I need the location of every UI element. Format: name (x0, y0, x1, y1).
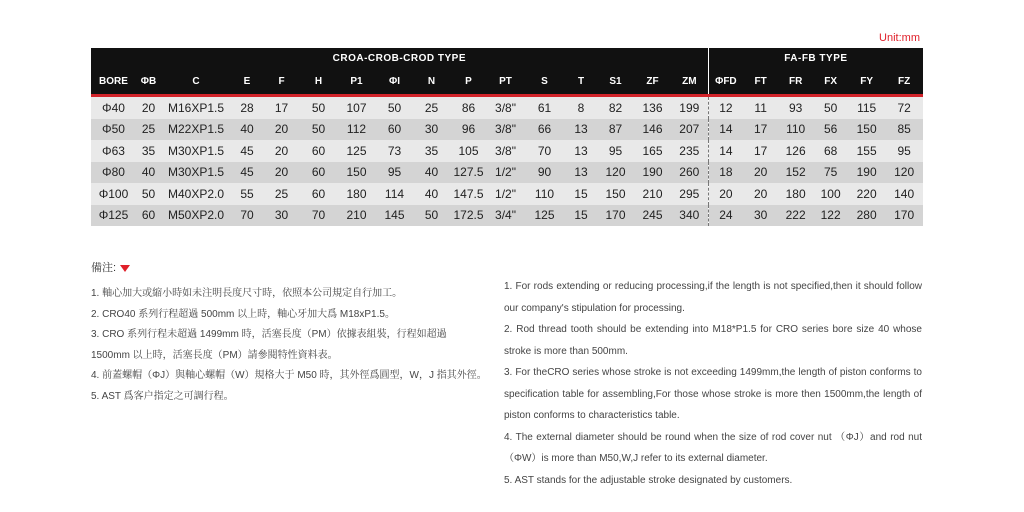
table-cell: 40 (413, 183, 450, 205)
table-cell: Φ100 (91, 183, 136, 205)
notes-english (504, 276, 922, 491)
table-cell: 87 (597, 119, 634, 141)
table-cell: 260 (671, 162, 708, 184)
table-cell: 3/8" (487, 119, 524, 141)
table-cell: 235 (671, 140, 708, 162)
table-cell: 107 (337, 96, 376, 119)
table-cell: 18 (708, 162, 743, 184)
table-cell: 35 (136, 140, 161, 162)
table-cell: 1/2" (487, 162, 524, 184)
table-row (91, 183, 923, 205)
table-cell: 60 (136, 205, 161, 227)
table-cell: 110 (524, 183, 565, 205)
column-header: PT (487, 69, 524, 96)
table-cell: 50 (813, 96, 848, 119)
table-cell: 245 (634, 205, 671, 227)
table-cell: 126 (778, 140, 813, 162)
table-cell: 20 (263, 140, 300, 162)
table-cell: 3/8" (487, 140, 524, 162)
table-cell: M16XP1.5 (161, 96, 231, 119)
table-cell: 86 (450, 96, 487, 119)
table-cell: 50 (136, 183, 161, 205)
table-cell: 17 (743, 119, 778, 141)
note-zh-4: 1500mm 以上時，活塞長度（PM）請參閱特性資料表。 (91, 349, 338, 361)
note-en-1: 1. For rods extending or reducing processing,if the length is not specified,then it should follow our company's stipulation for processing. (504, 281, 922, 314)
table-cell: 60 (300, 140, 337, 162)
note-zh-1: 1. 軸心加大或縮小時如未注明長度尺寸時，依照本公司規定自行加工。 (91, 288, 403, 299)
table-cell: 82 (597, 96, 634, 119)
table-cell: 72 (885, 96, 923, 119)
note-zh-5: 4. 前蓋螺帽（ΦJ）與軸心螺帽（W）規格大于 M50 時，其外徑爲圓型，W，J 指其外徑。 (91, 370, 487, 381)
unit-label: Unit:mm (879, 32, 920, 44)
table-row (91, 140, 923, 162)
table-cell: 40 (136, 162, 161, 184)
table-cell: 295 (671, 183, 708, 205)
column-header: FX (813, 69, 848, 96)
column-header: H (300, 69, 337, 96)
table-cell: 150 (337, 162, 376, 184)
table-cell: 3/4" (487, 205, 524, 227)
table-cell: 140 (885, 183, 923, 205)
note-en-3: 3. For theCRO series whose stroke is not exceeding 1499mm,the length of piston conforms to specification table for assembling,For those whose stroke is more then 1500mm,the length of piston conforms to characteristics table. (504, 367, 922, 421)
table-cell: 20 (743, 162, 778, 184)
table-cell: 340 (671, 205, 708, 227)
table-cell: 155 (848, 140, 885, 162)
table-cell: Φ63 (91, 140, 136, 162)
table-cell: 207 (671, 119, 708, 141)
table-cell: 12 (708, 96, 743, 119)
table-cell: Φ125 (91, 205, 136, 227)
column-header: S1 (597, 69, 634, 96)
note-zh-3: 3. CRO 系列行程未超過 1499mm 時，活塞長度（PM）依據表組裝，行程如超過 (91, 329, 447, 340)
group-header-fa: FA-FB TYPE (708, 48, 923, 69)
table-cell: 125 (524, 205, 565, 227)
table-cell: 114 (376, 183, 413, 205)
note-en-4: 4. The external diameter should be round when the size of rod cover nut （ΦJ）and rod nut （ΦW）is more than M50,W,J refer to its external diameter. (504, 431, 922, 464)
table-cell: 280 (848, 205, 885, 227)
table-cell: 55 (231, 183, 263, 205)
table-cell: 70 (524, 140, 565, 162)
table-cell: 75 (813, 162, 848, 184)
table-cell: 50 (300, 119, 337, 141)
table-cell: 115 (848, 96, 885, 119)
table-body (91, 96, 923, 227)
table-cell: 170 (597, 205, 634, 227)
table-cell: 93 (778, 96, 813, 119)
table-cell: 105 (450, 140, 487, 162)
table-cell: 25 (136, 119, 161, 141)
table-row (91, 96, 923, 119)
table-cell: 20 (263, 119, 300, 141)
triangle-down-icon (120, 265, 130, 272)
table-cell: 1/2" (487, 183, 524, 205)
table-cell: 165 (634, 140, 671, 162)
table-cell: 100 (813, 183, 848, 205)
notes-heading (91, 259, 130, 275)
column-header: FY (848, 69, 885, 96)
table-cell: 45 (231, 140, 263, 162)
table-cell: 20 (708, 183, 743, 205)
table-cell: 40 (231, 119, 263, 141)
column-header: P1 (337, 69, 376, 96)
table-cell: 95 (597, 140, 634, 162)
column-header: F (263, 69, 300, 96)
table-cell: 28 (231, 96, 263, 119)
table-cell: Φ80 (91, 162, 136, 184)
table-cell: 25 (413, 96, 450, 119)
table-cell: 24 (708, 205, 743, 227)
column-header: E (231, 69, 263, 96)
table-cell: 56 (813, 119, 848, 141)
table-cell: 60 (300, 183, 337, 205)
table-cell: 8 (565, 96, 597, 119)
table-cell: 50 (376, 96, 413, 119)
note-en-2: 2. Rod thread tooth should be extending into M18*P1.5 for CRO series bore size 40 whose stroke is more than 500mm. (504, 324, 922, 357)
table-cell: M40XP2.0 (161, 183, 231, 205)
table-cell: 136 (634, 96, 671, 119)
column-header: C (161, 69, 231, 96)
table-cell: 127.5 (450, 162, 487, 184)
table-cell: M30XP1.5 (161, 162, 231, 184)
table-cell: 20 (743, 183, 778, 205)
note-zh-6: 5. AST 爲客户指定之可調行程。 (91, 390, 234, 402)
table-cell: 68 (813, 140, 848, 162)
table-cell: 13 (565, 140, 597, 162)
table-cell: 150 (597, 183, 634, 205)
table-cell: 170 (885, 205, 923, 227)
column-header: FT (743, 69, 778, 96)
table-cell: 122 (813, 205, 848, 227)
table-cell: 61 (524, 96, 565, 119)
table-cell: 110 (778, 119, 813, 141)
table-cell: 180 (778, 183, 813, 205)
table-cell: 17 (263, 96, 300, 119)
table-cell: 14 (708, 119, 743, 141)
table-cell: 125 (337, 140, 376, 162)
table-cell: 13 (565, 119, 597, 141)
table-cell: 60 (376, 119, 413, 141)
column-header: ZM (671, 69, 708, 96)
notes-chinese (91, 284, 487, 407)
column-header: S (524, 69, 565, 96)
table-cell: M22XP1.5 (161, 119, 231, 141)
table-cell: 150 (848, 119, 885, 141)
table-cell: 220 (848, 183, 885, 205)
table-cell: 60 (300, 162, 337, 184)
column-header: ΦB (136, 69, 161, 96)
table-cell: 85 (885, 119, 923, 141)
table-cell: 90 (524, 162, 565, 184)
table-cell: 30 (263, 205, 300, 227)
table-cell: 3/8" (487, 96, 524, 119)
table-cell: 172.5 (450, 205, 487, 227)
table-cell: 40 (413, 162, 450, 184)
table-row (91, 162, 923, 184)
table-cell: M50XP2.0 (161, 205, 231, 227)
dimension-table (91, 48, 923, 226)
table-cell: 30 (743, 205, 778, 227)
group-header-croa: CROA-CROB-CROD TYPE (91, 48, 708, 69)
table-cell: 66 (524, 119, 565, 141)
table-cell: Φ50 (91, 119, 136, 141)
table-cell: M30XP1.5 (161, 140, 231, 162)
column-header: FR (778, 69, 813, 96)
table-cell: 120 (597, 162, 634, 184)
table-cell: 15 (565, 183, 597, 205)
table-cell: 14 (708, 140, 743, 162)
table-cell: 146 (634, 119, 671, 141)
table-cell: 147.5 (450, 183, 487, 205)
table-cell: 50 (300, 96, 337, 119)
column-header: BORE (91, 69, 136, 96)
table-cell: 210 (337, 205, 376, 227)
table-cell: 50 (413, 205, 450, 227)
notes-title: 備注: (91, 262, 117, 274)
column-header: FZ (885, 69, 923, 96)
note-en-5: 5. AST stands for the adjustable stroke designated by customers. (504, 474, 793, 486)
table-cell: 180 (337, 183, 376, 205)
table-cell: 25 (263, 183, 300, 205)
table-cell: 17 (743, 140, 778, 162)
note-zh-2: 2. CRO40 系列行程超過 500mm 以上時，軸心牙加大爲 M18xP1.5。 (91, 308, 395, 320)
table-cell: 20 (263, 162, 300, 184)
table-cell: 35 (413, 140, 450, 162)
table-cell: 73 (376, 140, 413, 162)
table-cell: 45 (231, 162, 263, 184)
table-row (91, 119, 923, 141)
column-header: ΦI (376, 69, 413, 96)
table-cell: 95 (885, 140, 923, 162)
table-cell: 145 (376, 205, 413, 227)
table-row (91, 205, 923, 227)
column-header: P (450, 69, 487, 96)
table-cell: 96 (450, 119, 487, 141)
table-cell: 70 (231, 205, 263, 227)
table-cell: 210 (634, 183, 671, 205)
table-cell: 190 (634, 162, 671, 184)
table-cell: Φ40 (91, 96, 136, 119)
column-header: ΦFD (708, 69, 743, 96)
table-cell: 190 (848, 162, 885, 184)
column-header: ZF (634, 69, 671, 96)
table-cell: 11 (743, 96, 778, 119)
table-cell: 70 (300, 205, 337, 227)
table-cell: 15 (565, 205, 597, 227)
table-cell: 95 (376, 162, 413, 184)
table-cell: 30 (413, 119, 450, 141)
table-cell: 222 (778, 205, 813, 227)
table-cell: 13 (565, 162, 597, 184)
column-header: T (565, 69, 597, 96)
column-header-row (91, 69, 923, 96)
table-cell: 112 (337, 119, 376, 141)
table-cell: 120 (885, 162, 923, 184)
table-cell: 20 (136, 96, 161, 119)
table-cell: 199 (671, 96, 708, 119)
table-cell: 152 (778, 162, 813, 184)
column-header: N (413, 69, 450, 96)
